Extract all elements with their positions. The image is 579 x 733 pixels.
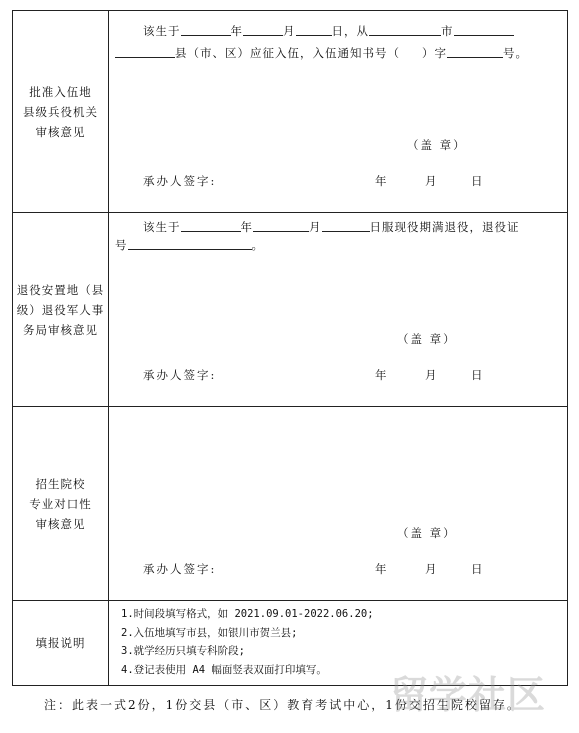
signer-label: 承办人签字: — [143, 368, 217, 382]
seal-text: （盖 章） — [397, 526, 457, 540]
college-review-row — [13, 407, 567, 601]
label-line: 县级兵役机关 — [23, 104, 98, 119]
label-line: 退役安置地（县 — [16, 282, 105, 297]
instruction-item: 4.登记表使用 A4 幅面竖表双面打印填写。 — [121, 663, 327, 676]
discharge-sentence-line1: 该生于 年 月 日服现役期满退役，退役证 — [143, 220, 520, 234]
date-year: 年 — [375, 368, 389, 382]
label-line: 级）退役军人事 — [16, 302, 105, 317]
date-year: 年 — [375, 174, 389, 188]
discharge-review-label — [13, 213, 109, 406]
month-blank[interactable] — [253, 219, 309, 232]
footer-note: 注：此表一式2份，1份交县（市、区）教育考试中心，1份交招生院校留存。 — [44, 698, 521, 712]
college-review-content — [109, 407, 567, 600]
enlistment-review-row — [13, 11, 567, 213]
seal-text: （盖 章） — [407, 138, 467, 152]
instructions-label — [13, 601, 109, 685]
date-month: 月 — [425, 368, 439, 382]
instruction-item: 1.时间段填写格式，如 2021.09.01-2022.06.20; — [121, 608, 374, 620]
discharge-certificate-blank[interactable] — [128, 237, 252, 250]
year-blank[interactable] — [181, 219, 241, 232]
month-blank[interactable] — [243, 23, 283, 36]
signer-label: 承办人签字: — [143, 174, 217, 188]
enlistment-sentence-line2: 县（市、区）应征入伍，入伍通知书号（ ）字 号。 — [115, 45, 567, 61]
instruction-item: 3.就学经历只填专科阶段; — [121, 645, 245, 657]
signer-label: 承办人签字: — [143, 562, 217, 576]
city-tail-blank[interactable] — [454, 23, 514, 36]
enlistment-review-content — [109, 11, 567, 212]
discharge-sentence-line2: 号 。 — [115, 238, 264, 252]
year-blank[interactable] — [181, 23, 231, 36]
date-day: 日 — [471, 562, 485, 576]
date-year: 年 — [375, 562, 389, 576]
label-line: 审核意见 — [35, 124, 86, 139]
watermark-logo: 留学社区 — [390, 673, 547, 717]
county-blank[interactable] — [115, 45, 175, 58]
discharge-review-content — [109, 213, 567, 406]
instructions-list — [121, 605, 374, 679]
seal-text: （盖 章） — [397, 332, 457, 346]
enlistment-review-label — [13, 11, 109, 212]
date-day: 日 — [471, 174, 485, 188]
instruction-item: 2.入伍地填写市县，如银川市贺兰县; — [121, 626, 298, 639]
notice-number-blank[interactable] — [447, 45, 503, 58]
label-line: 务局审核意见 — [23, 322, 98, 337]
approval-form-table — [12, 10, 568, 686]
college-review-label — [13, 407, 109, 600]
label-line: 专业对口性 — [29, 496, 92, 511]
enlistment-sentence-line1: 该生于 年 月 日，从 市 — [143, 23, 567, 39]
discharge-review-row — [13, 213, 567, 407]
label-line: 招生院校 — [35, 476, 86, 491]
city-blank[interactable] — [369, 23, 441, 36]
date-month: 月 — [425, 174, 439, 188]
label-line: 填报说明 — [35, 636, 86, 650]
day-blank[interactable] — [322, 219, 370, 232]
label-line: 批准入伍地 — [29, 84, 92, 99]
label-line: 审核意见 — [35, 516, 86, 531]
day-blank[interactable] — [296, 23, 332, 36]
date-month: 月 — [425, 562, 439, 576]
date-day: 日 — [471, 368, 485, 382]
